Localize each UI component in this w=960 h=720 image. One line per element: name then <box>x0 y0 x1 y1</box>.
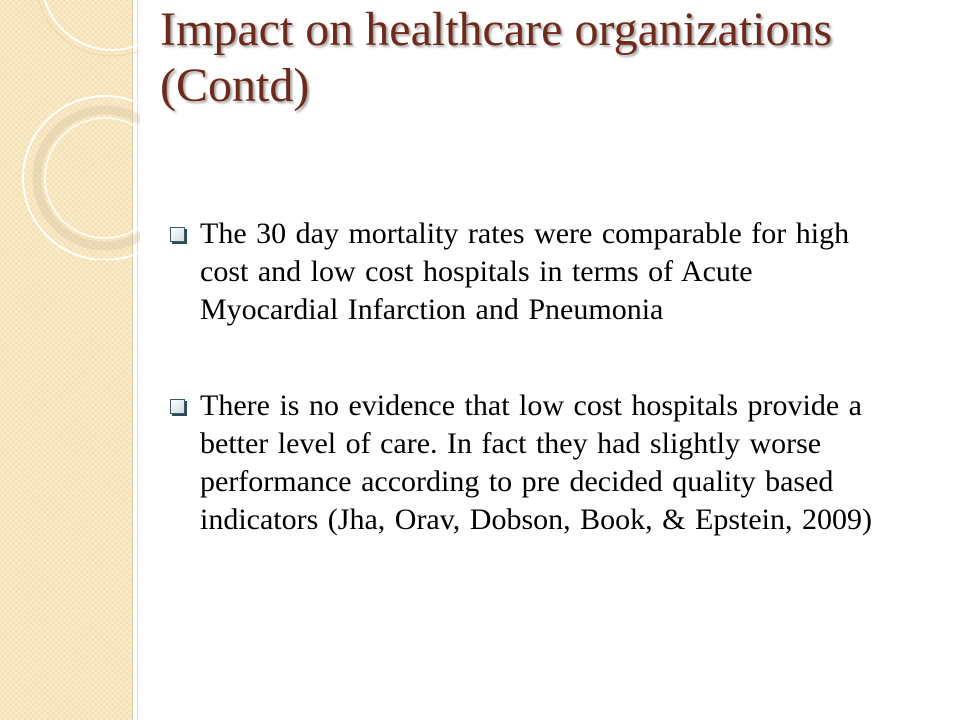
slide-title: Impact on healthcare organizations (Contd) <box>160 3 833 112</box>
square-bullet-icon <box>170 227 185 242</box>
bullet-text: There is no evidence that low cost hospitals provide a better level of care. In fact they had slightly worse performance according to pre decided quality based indicators (Jha, Orav, Dobson, Book, & Epstein, 2009) <box>200 389 872 536</box>
bullet-item <box>170 215 900 329</box>
bullet-list <box>170 215 900 597</box>
decorative-circles-icon <box>0 0 140 260</box>
square-bullet-icon <box>170 399 185 414</box>
bullet-item <box>170 387 900 539</box>
bullet-text: The 30 day mortality rates were comparable for high cost and low cost hospitals in terms of Acute Myocardial Infarction and Pneumonia <box>200 217 850 326</box>
